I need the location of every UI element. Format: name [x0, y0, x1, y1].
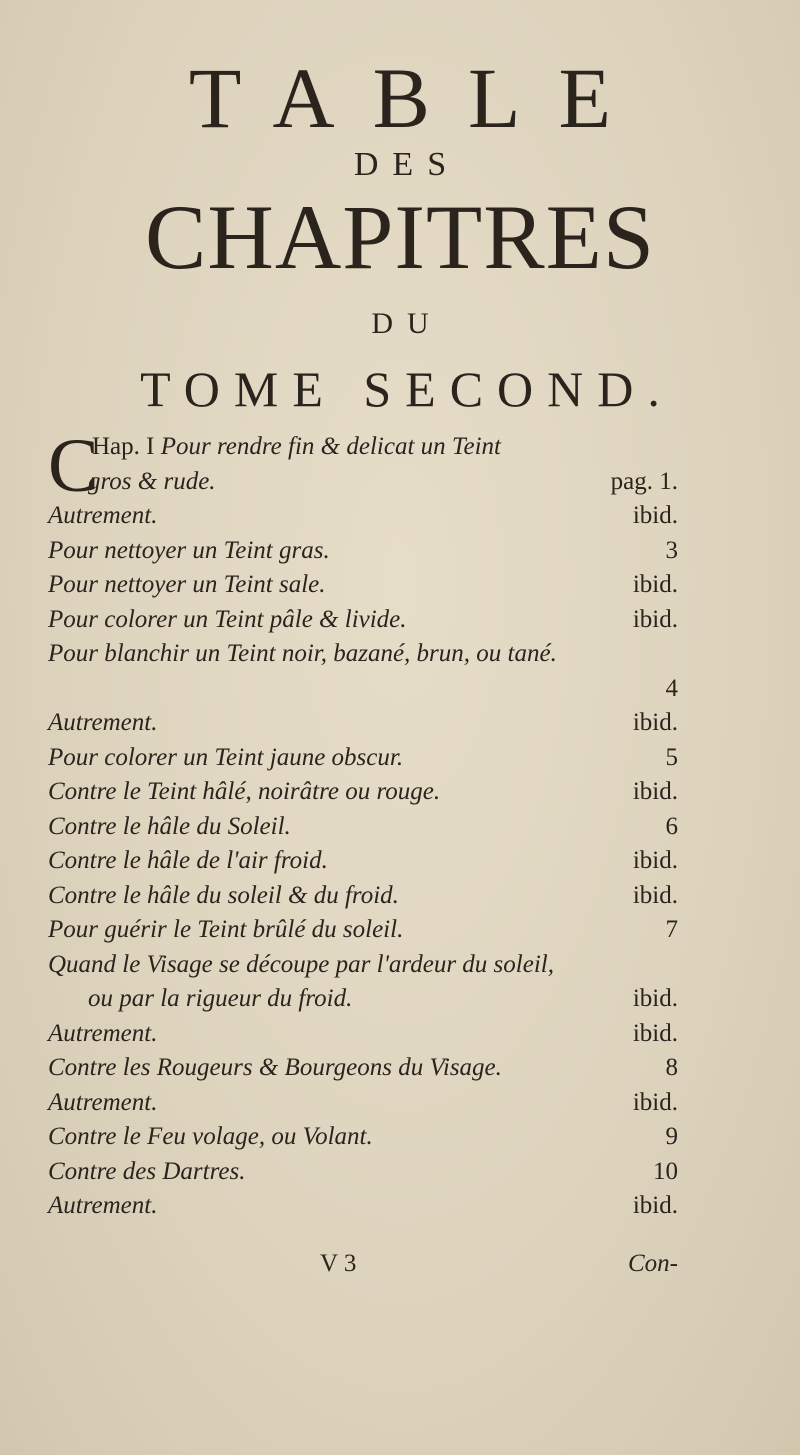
- toc-entry: [48, 775, 678, 810]
- toc-entry-text: Contre les Rougeurs & Bourgeons du Visage.: [48, 1054, 502, 1081]
- toc-page-number: 10: [653, 1157, 678, 1185]
- toc-page-number: 7: [665, 916, 678, 943]
- toc-page-number: pag. 1.: [610, 467, 678, 495]
- toc-entry-text: Pour nettoyer un Teint sale.: [48, 571, 326, 598]
- toc-page-number: 9: [665, 1123, 678, 1150]
- toc-entry-text: gros & rude.: [88, 467, 216, 495]
- chapter-label: Hap. I: [92, 433, 155, 460]
- toc-entry: [48, 637, 678, 672]
- toc-entry-text: Pour colorer un Teint pâle & livide.: [48, 605, 407, 633]
- toc-page-number: 6: [665, 812, 678, 840]
- toc-entry: [48, 672, 678, 707]
- toc-entry: [48, 1189, 678, 1224]
- toc-page-number: ibid.: [632, 985, 678, 1012]
- toc-entry-text: Pour rendre fin & delicat un Teint: [160, 433, 501, 460]
- toc-entry-text: Pour blanchir un Teint noir, bazané, brun, ou tané.: [48, 640, 557, 667]
- title-chapitres: CHAPITRES: [145, 186, 655, 288]
- toc-page-number: ibid.: [632, 1088, 678, 1116]
- toc-entry-text: Pour nettoyer un Teint gras.: [48, 536, 330, 564]
- toc-page-number: ibid.: [632, 881, 678, 909]
- title-block: [0, 50, 800, 417]
- toc-entry: [48, 1155, 678, 1190]
- toc-entry: [48, 1086, 678, 1121]
- toc-entry-text: Contre le Feu volage, ou Volant.: [48, 1123, 373, 1150]
- toc-entry-text: Quand le Visage se découpe par l'ardeur du soleil,: [48, 950, 554, 978]
- toc-entry-text: Pour guérir le Teint brûlé du soleil.: [48, 916, 404, 943]
- toc-entry-text: Contre le Teint hâlé, noirâtre ou rouge.: [48, 778, 441, 805]
- toc-entry: [48, 1051, 678, 1086]
- toc-entry-text: Autrement.: [48, 1019, 158, 1047]
- toc-entry: [48, 1120, 678, 1155]
- toc-entry: [48, 879, 678, 914]
- toc-entry: [48, 741, 678, 776]
- toc-page-number: ibid.: [632, 605, 678, 633]
- toc-entry-continuation: [48, 465, 678, 500]
- toc-entry: [48, 844, 678, 879]
- toc-page-number: ibid.: [632, 1019, 678, 1047]
- signature-mark: V 3: [320, 1250, 357, 1277]
- toc-entry-text: Contre des Dartres.: [48, 1157, 246, 1185]
- toc-page-number: 4: [665, 674, 678, 702]
- title-table: TABLE: [188, 50, 650, 146]
- toc-entry: [48, 810, 678, 845]
- toc-entry: [48, 603, 678, 638]
- toc-entry: [48, 1017, 678, 1052]
- toc-entry-text: Contre le hâle du soleil & du froid.: [48, 881, 399, 909]
- toc-entry-text: Autrement.: [48, 1088, 158, 1116]
- toc-page-number: 5: [665, 743, 678, 771]
- toc-entry: [48, 706, 678, 741]
- title-tome-second: TOME SECOND.: [140, 361, 674, 417]
- toc-entry-text: Contre le hâle du Soleil.: [48, 812, 291, 840]
- toc-page-number: ibid.: [632, 847, 678, 874]
- toc-entry-text: Autrement.: [48, 1192, 158, 1219]
- toc-page-number: 3: [665, 536, 678, 564]
- toc-page-number: 8: [665, 1054, 678, 1081]
- page-footer: [48, 1250, 678, 1290]
- toc-entry-text: ou par la rigueur du froid.: [88, 985, 353, 1012]
- drop-cap: C: [48, 424, 99, 508]
- title-du: DU: [371, 307, 443, 340]
- title-des: DES: [353, 146, 461, 183]
- toc-entry-text: Contre le hâle de l'air froid.: [48, 847, 328, 874]
- toc-entry: [48, 534, 678, 569]
- toc-page-number: ibid.: [632, 709, 678, 736]
- toc-entry-text: Autrement.: [48, 709, 158, 736]
- table-of-contents: [48, 424, 678, 1224]
- catchword: Con-: [628, 1250, 678, 1277]
- toc-page-number: ibid.: [632, 1192, 678, 1219]
- toc-entry-text: Autrement.: [48, 502, 158, 529]
- toc-page-number: ibid.: [632, 571, 678, 598]
- toc-page-number: ibid.: [632, 502, 678, 529]
- toc-entry: [48, 913, 678, 948]
- toc-entry: [48, 568, 678, 603]
- toc-entry-continuation: [48, 982, 678, 1017]
- toc-entry: [48, 499, 678, 534]
- toc-entry: [48, 948, 678, 983]
- toc-page-number: ibid.: [632, 778, 678, 805]
- toc-entry-text: Pour colorer un Teint jaune obscur.: [48, 743, 404, 771]
